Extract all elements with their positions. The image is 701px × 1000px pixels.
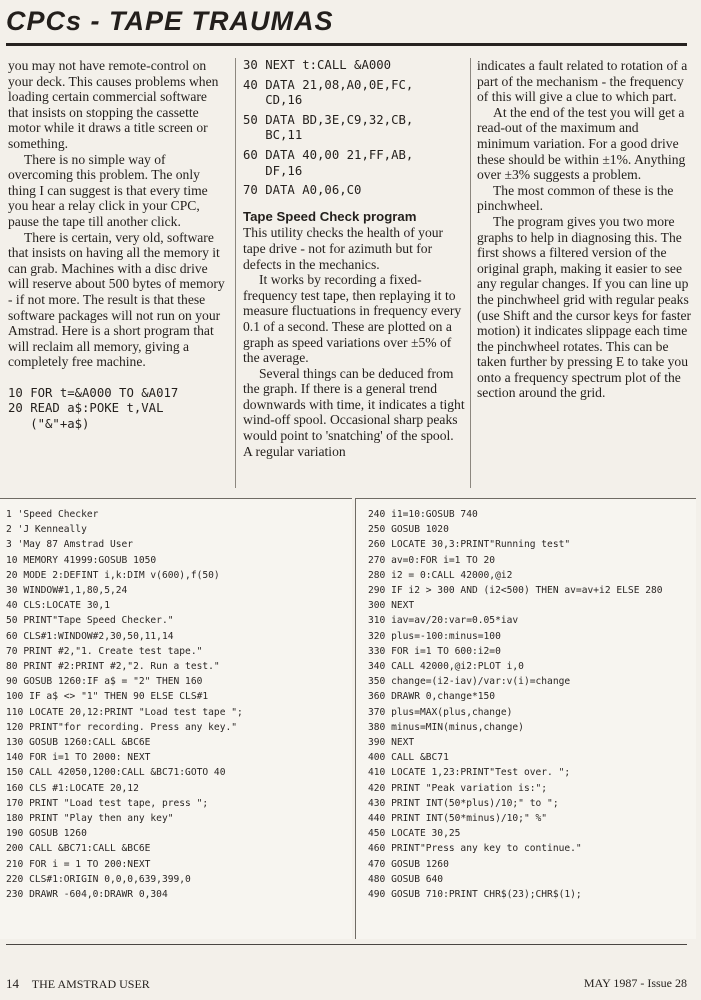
- issue-info: MAY 1987 - Issue 28: [583, 976, 687, 990]
- paragraph: Several things can be deduced from the graph. If there is a general trend downwards with time, it indicates a tight wind-off spool. Occasional sharp peaks would point to 'snatching' of the spool. A regular variation: [243, 365, 465, 459]
- footer-left: [6, 976, 150, 992]
- footer-rule: [6, 944, 687, 945]
- code-snippet: 10 FOR t=&A000 TO &A017 20 READ a$:POKE t,VAL ("&"+a$): [8, 385, 179, 432]
- paragraph: At the end of the test you will get a read-out of the maximum and minimum variation. For a good drive these should be within ±1%. Anything over ±3% suggests a problem.: [477, 104, 686, 183]
- magazine-name: THE AMSTRAD USER: [31, 977, 150, 991]
- paragraph: The program gives you two more graphs to help in diagnosing this. The first shows a filtered version of the original graph, making it easier to see any regular changes. If you can line up the pinchwheel grid with regular peaks (use Shift and the cursor keys for faster motion) it indicates slippage each time the pinchwheel rotates. This can be taken further by pressing E to take you onto a frequency spectrum plot of the section around the grid.: [477, 213, 692, 401]
- article-column-2: [243, 58, 465, 459]
- program-listing-left: [0, 498, 352, 939]
- paragraph: It works by recording a fixed-frequency test tape, then replaying it to measure fluctuations in frequency every 0.1 of a second. These are plotted on a graph as speed variations over ±5% of the average.: [243, 272, 462, 366]
- article-column-3: [477, 58, 693, 401]
- code-block: [243, 58, 465, 199]
- code-line: 70 DATA A0,06,C0: [243, 183, 362, 198]
- page-number: 14: [6, 976, 19, 991]
- column-divider-1: [235, 58, 236, 488]
- paragraph: There is no simple way of overcoming this problem. The only thing I can suggest is that every time you hear a relay click in your CPC, pause the tape till another click.: [8, 151, 208, 229]
- section-heading: Tape Speed Check program: [243, 208, 417, 224]
- program-listing-right: [355, 498, 696, 939]
- paragraph: indicates a fault related to rotation of a part of the mechanism - the frequency of this will give a clue to which part.: [477, 58, 688, 105]
- title-rule: [6, 43, 687, 46]
- code-line: 40 DATA 21,08,A0,0E,FC, CD,16: [243, 77, 414, 108]
- listing-text: 240 i1=10:GOSUB 740 250 GOSUB 1020 260 LOCATE 30,3:PRINT"Running test" 270 av=0:FOR i=1 TO 20 280 i2 = 0:CALL 42000,@i2 290 IF i2 > 300 AND (i2<500) THEN av=av+i2 ELSE 280 300 NEXT 310 iav=av/20:var=0.05*iav 320 plus=-100:minus=100 330 FOR i=1 TO 600:i2=0 340 CALL 42000,@i2:PLOT i,0 350 change=(i2-iav)/var:v(i)=change 360 DRAWR 0,change*150 370 plus=MAX(plus,change) 380 minus=MIN(minus,change) 390 NEXT 400 CALL &BC71 410 LOCATE 1,23:PRINT"Test over. "; 420 PRINT "Peak variation is:"; 430 PRINT INT(50*plus)/10;" to "; 440 PRINT INT(50*minus)/10;" %" 450 LOCATE 30,25 460 PRINT"Press any key to continue." 470 GOSUB 1260 480 GOSUB 640 490 GOSUB 710:PRINT CHR$(23);CHR$(1);: [368, 509, 663, 901]
- listing-text: 1 'Speed Checker 2 'J Kenneally 3 'May 87 Amstrad User 10 MEMORY 41999:GOSUB 1050 20 MODE 2:DEFINT i,k:DIM v(600),f(50) 30 WINDOW#1,1,80,5,24 40 CLS:LOCATE 30,1 50 PRINT"Tape Speed Checker." 60 CLS#1:WINDOW#2,30,50,11,14 70 PRINT #2,"1. Create test tape." 80 PRINT #2:PRINT #2,"2. Run a test." 90 GOSUB 1260:IF a$ = "2" THEN 160 100 IF a$ <> "1" THEN 90 ELSE CLS#1 110 LOCATE 20,12:PRINT "Load test tape "; 120 PRINT"for recording. Press any key." 130 GOSUB 1260:CALL &BC6E 140 FOR i=1 TO 2000: NEXT 150 CALL 42050,1200:CALL &BC71:GOTO 40 160 CLS #1:LOCATE 20,12 170 PRINT "Load test tape, press "; 180 PRINT "Play then any key" 190 GOSUB 1260 200 CALL &BC71:CALL &BC6E 210 FOR i = 1 TO 200:NEXT 220 CLS#1:ORIGIN 0,0,0,639,399,0 230 DRAWR -604,0:DRAWR 0,304: [6, 509, 243, 901]
- code-line: 50 DATA BD,3E,C9,32,CB, BC,11: [243, 112, 414, 143]
- paragraph: you may not have remote-control on your deck. This causes problems when loading certain commercial software that insists on stopping the cassette motor while it draws a title screen or something.: [8, 58, 219, 151]
- article-column-1: [8, 58, 228, 433]
- paragraph: The most common of these is the pinchwheel.: [477, 182, 674, 214]
- code-line: 60 DATA 40,00 21,FF,AB, DF,16: [243, 147, 414, 178]
- column-divider-2: [470, 58, 471, 488]
- paragraph: This utility checks the health of your tape drive - not for azimuth but for defects in the mechanics.: [243, 225, 444, 272]
- page-title: CPCs - TAPE TRAUMAS: [6, 6, 334, 36]
- code-line: 30 NEXT t:CALL &A000: [243, 58, 392, 72]
- paragraph: There is certain, very old, software that insists on having all the memory it can grab. Machines with a disc drive will reserve about 500 bytes of memory - if not more. The result is that these software packages will not run on your Amstrad. Here is a short program that will reclaim all memory, giving a completely free machine.: [8, 229, 225, 370]
